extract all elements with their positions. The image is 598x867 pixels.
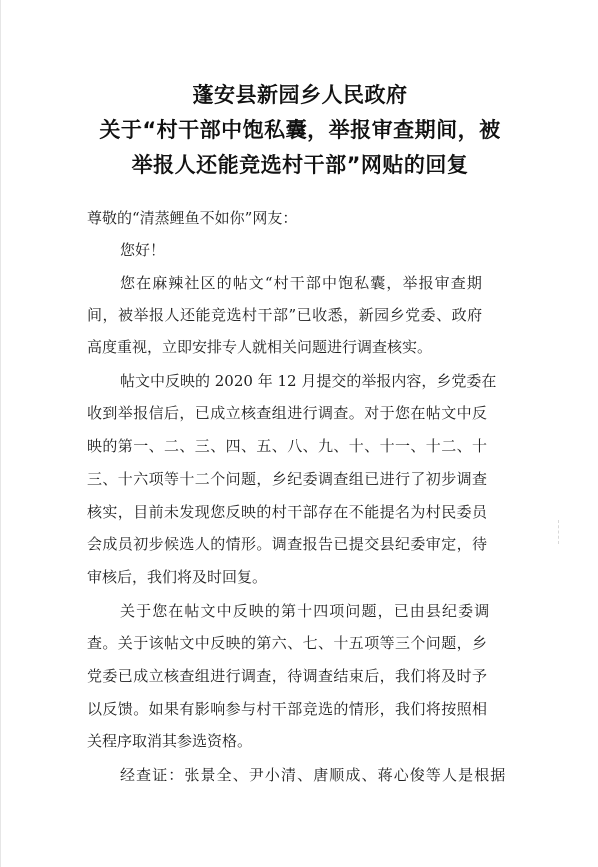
paragraph-1-line-1: 您在麻辣社区的帖文“村干部中饱私囊，举报审查期 — [120, 274, 483, 292]
paragraph-2-line-2: 收到举报信后，已成立核查组进行调查。对于您在帖文中反 — [87, 404, 488, 422]
paragraph-2-line-1: 帖文中反映的 2020 年 12 月提交的举报内容，乡党委在 — [120, 372, 497, 390]
title-line-1: 蓬安县新园乡人民政府 — [192, 83, 408, 107]
paragraph-1-line-3: 高度重视，立即安排专人就相关问题进行调查核实。 — [87, 338, 433, 356]
binding-mark — [558, 520, 563, 544]
paragraph-3-line-2: 查。关于该帖文中反映的第六、七、十五项等三个问题，乡 — [87, 634, 488, 652]
paragraph-2-line-4: 三、十六项等十二个问题，乡纪委调查组已进行了初步调查 — [87, 470, 488, 488]
paragraph-3-line-3: 党委已成立核查组进行调查，待调查结束后，我们将及时予 — [87, 667, 488, 685]
paragraph-2-line-5: 核实，目前未发现您反映的村干部存在不能提名为村民委员 — [87, 503, 488, 521]
paragraph-3-line-5: 关程序取消其参选资格。 — [87, 732, 253, 750]
title-line-2: 关于“村干部中饱私囊，举报审查期间，被 — [99, 118, 501, 142]
greeting: 您好！ — [120, 241, 166, 259]
paragraph-4-line-1: 经查证：张景全、尹小清、唐顺成、蒋心俊等人是根据 — [120, 766, 507, 784]
paragraph-2-line-7: 审核后，我们将及时回复。 — [87, 568, 268, 586]
paragraph-3-line-4: 以反馈。如果有影响参与村干部竞选的情形，我们将按照相 — [87, 700, 488, 718]
paragraph-2-line-3: 映的第一、二、三、四、五、八、九、十、十一、十二、十 — [87, 437, 488, 455]
title-line-3: 举报人还能竞选村干部”网贴的回复 — [131, 153, 469, 177]
paragraph-2-line-6: 会成员初步候选人的情形。调查报告已提交县纪委审定，待 — [87, 535, 488, 553]
paragraph-1-line-2: 间，被举报人还能竞选村干部”已收悉，新园乡党委、政府 — [87, 306, 483, 324]
paragraph-3-line-1: 关于您在帖文中反映的第十四项问题，已由县纪委调 — [120, 602, 491, 620]
salutation: 尊敬的“清蒸鲤鱼不如你”网友： — [87, 209, 298, 227]
